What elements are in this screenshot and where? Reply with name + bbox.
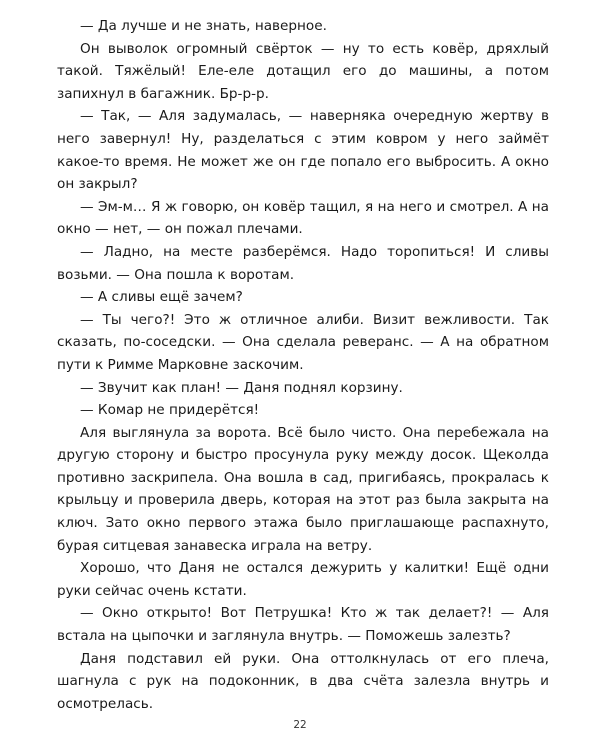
paragraph: — Ладно, на месте разберёмся. Надо торопиться! И сливы возьми. — Она пошла к воротам. (57, 243, 549, 283)
paragraph: — Так, — Аля задумалась, — наверняка очередную жертву в него завернул! Ну, разделаться с этим ковром у него займёт какое-то время. Не может же он где попало его выбросить. А окно он закрыл? (57, 108, 549, 193)
paragraph: — Да лучше и не знать, наверное. (80, 18, 327, 34)
paragraph: Аля выглянула за ворота. Всё было чисто. Она перебежала на другую сторону и быстро просунула руку между досок. Щеколда противно заскрипела. Она вошла в сад, пригибаясь, прокралась к крыльцу и проверила дверь, которая на этот раз была закрыта на ключ. Зато окно первого этажа было приглашающе распахнуто, бурая ситцевая занавеска играла на ветру. (57, 424, 549, 554)
paragraph: Хорошо, что Даня не остался дежурить у калитки! Ещё одни руки сейчас очень кстати. (57, 560, 549, 599)
paragraph: — Окно открыто! Вот Петрушка! Кто ж так делает?! — Аля встала на цыпочки и заглянула внутрь. — Поможешь залезть? (57, 605, 549, 645)
page-number: 22 (293, 719, 307, 731)
paragraph: — А сливы ещё зачем? (80, 289, 243, 306)
paragraph: — Ты чего?! Это ж отличное алиби. Визит вежливости. Так сказать, по-соседски. — Она сделала реверанс. — А на обратном пути к Римме Марковне заскочим. (57, 311, 549, 373)
paragraph: — Эм-м… Я ж говорю, он ковёр тащил, я на него и смотрел. А на окно — нет, — он пожал плечами. (57, 198, 549, 238)
paragraph: — Комар не придерётся! (80, 402, 260, 419)
paragraph: — Звучит как план! — Даня поднял корзину. (80, 379, 403, 396)
book-page-text (57, 15, 549, 715)
paragraph: Он выволок огромный свёрток — ну то есть ковёр, дряхлый такой. Тяжёлый! Еле-еле дотащил его до машины, а потом запихнул в багажник. Бр-р-р. (57, 40, 549, 102)
paragraph: Даня подставил ей руки. Она оттолкнулась от его плеча, шагнула с рук на подоконник, в два счёта залезла внутрь и осмотрелась. (57, 650, 549, 712)
